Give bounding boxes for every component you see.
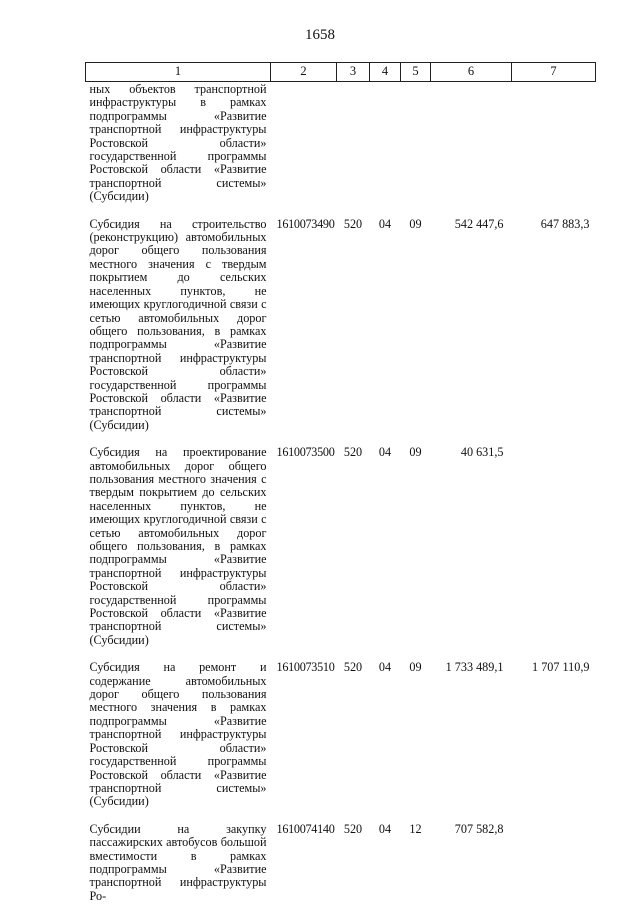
row-col-4: 04 (378, 216, 392, 231)
row-amount-7 (512, 432, 596, 647)
table-row (86, 647, 596, 808)
row-col-4 (370, 82, 401, 204)
table-row (86, 82, 596, 204)
table-row (86, 204, 596, 433)
row-col-4: 04 (378, 445, 392, 460)
header-col-2: 2 (271, 63, 337, 82)
row-amount-6: 40 631,5 (460, 445, 504, 460)
budget-table (85, 62, 596, 903)
header-col-6: 6 (431, 63, 512, 82)
header-col-7: 7 (512, 63, 596, 82)
header-col-4: 4 (370, 63, 401, 82)
row-amount-7: 1 707 110,9 (532, 660, 590, 675)
row-col-3: 520 (343, 445, 363, 460)
header-col-1: 1 (86, 63, 271, 82)
row-col-3: 520 (343, 216, 363, 231)
row-col-4: 04 (378, 660, 392, 675)
row-code (271, 82, 337, 204)
row-code: 1610074140 (276, 821, 335, 836)
table-row (86, 809, 596, 903)
table-row (86, 432, 596, 647)
header-col-3: 3 (337, 63, 370, 82)
row-col-5: 09 (409, 216, 422, 231)
row-amount-6: 542 447,6 (454, 216, 504, 231)
row-col-5: 09 (409, 660, 422, 675)
row-col-3: 520 (343, 660, 363, 675)
row-amount-7 (512, 809, 596, 903)
row-code: 1610073500 (276, 445, 335, 460)
row-amount-7 (512, 82, 596, 204)
row-amount-7: 647 883,3 (540, 216, 590, 231)
row-code: 1610073490 (276, 216, 335, 231)
row-col-5: 12 (409, 821, 422, 836)
row-amount-6: 707 582,8 (454, 821, 504, 836)
row-description: Субсидии на закупку пассажирских автобусов большой вместимости в рамках подпрограммы «Развитие транспортной инфраструктуры Ро- (89, 821, 267, 903)
row-col-4: 04 (378, 821, 392, 836)
header-col-5: 5 (401, 63, 431, 82)
row-amount-6 (431, 82, 512, 204)
page-number: 1658 (305, 27, 335, 43)
row-col-5: 09 (409, 445, 422, 460)
table-header-row (86, 63, 596, 82)
row-description: Субсидия на проектирование автомобильных дорог общего пользования местного значения с твердым покрытием до сельских населенных пунктов, не имеющих круглогодичной связи с сетью автомобильных дорог общего пользования, в рамках подпрограммы «Развитие транспортной инфраструктуры Ростовской области» государственной программы Ростовской области «Развитие транспортной системы» (Субсидии) (89, 445, 267, 647)
row-description: Субсидия на строительство (реконструкцию) автомобильных дорог общего пользования местного значения с твердым покрытием до сельских населенных пунктов, не имеющих круглогодичной связи с сетью автомобильных дорог общего пользования, в рамках подпрограммы «Развитие транспортной инфраструктуры Ростовской области» государственной программы Ростовской области «Развитие транспортной системы» (Субсидии) (89, 216, 267, 432)
row-description: Субсидия на ремонт и содержание автомобильных дорог общего пользования местного значения в рамках подпрограммы «Развитие транспортной инфраструктуры Ростовской области» государственной программы Ростовской области «Развитие транспортной системы» (Субсидии) (89, 660, 267, 809)
row-description: ных объектов транспортной инфраструктуры в рамках подпрограммы «Развитие транспортной инфраструктуры Ростовской области» государственной программы Ростовской области «Развитие транспортной системы» (Субсидии) (89, 82, 267, 204)
row-col-5 (401, 82, 431, 204)
row-col-3 (337, 82, 370, 204)
row-amount-6: 1 733 489,1 (445, 660, 504, 675)
row-col-3: 520 (343, 821, 363, 836)
row-code: 1610073510 (276, 660, 335, 675)
